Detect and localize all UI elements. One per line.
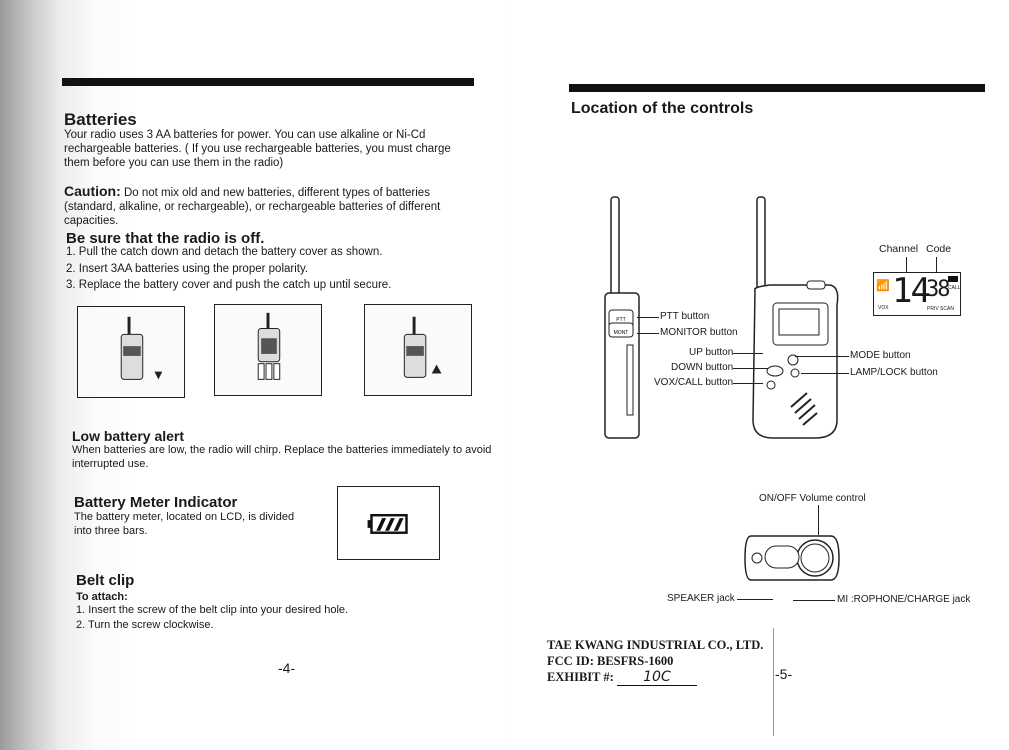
belt-clip-heading: Belt clip [76,572,135,589]
battery-meter-heading: Battery Meter Indicator [74,494,238,511]
page-edge-line [773,628,777,736]
lcd-channel: 14 [892,271,929,311]
replace-cover-illustration [364,304,472,396]
caution-text: Do not mix old and new batteries, different types of batteries (standard, alkaline, or rechargeable), or rechargeable batteries of different capacities. [64,187,441,227]
fcc-id: FCC ID: BESFRS-1600 [547,654,674,668]
caution-label: Caution: [64,183,121,199]
radio-top-view [743,532,843,584]
speaker-leader [737,599,773,600]
lcd-priv-scan: PRIV SCAN [927,306,954,312]
belt-clip-subtitle: To attach: [76,591,128,603]
batteries-heading: Batteries [64,110,137,129]
radio-off-step-3: 3. Replace the battery cover and push the catch up until secure. [66,279,392,291]
top-rule [62,78,474,86]
monitor-button-label: MONITOR button [660,327,738,338]
insert-batteries-illustration [214,304,322,396]
lcd-battery-icon [948,276,958,282]
down-button-label: DOWN button [671,362,734,373]
top-rule-right [569,84,985,92]
lcd-display [873,272,961,316]
radio-off-heading: Be sure that the radio is off. [66,230,265,247]
up-leader [733,353,763,354]
down-leader [733,368,768,369]
battery-meter-text: The battery meter, located on LCD, is divided into three bars. [74,511,295,537]
channel-label: Channel [879,243,919,255]
ptt-key-text: PTT [616,317,626,323]
page-number-right: -5- [775,666,793,682]
low-battery-heading: Low battery alert [72,428,185,444]
up-button-label: UP button [689,347,734,358]
exhibit-number: 10C [617,670,697,686]
monitor-leader [637,333,659,334]
on-off-volume-label: ON/OFF Volume control [759,493,866,504]
vox-call-button-label: VOX/CALL button [654,377,734,388]
battery-cover-illustration [77,306,185,398]
exhibit-label: EXHIBIT #: [547,670,614,684]
antenna-icon: 📶 [876,280,890,292]
battery-meter-box [337,486,440,560]
lamp-lock-button-label: LAMP/LOCK button [850,367,938,378]
ptt-leader [637,317,659,318]
low-battery-text: When batteries are low, the radio will chirp. Replace the batteries immediately to avoid interrupted use. [72,444,492,470]
mic-charge-jack-label: MI :ROPHONE/CHARGE jack [837,594,971,605]
page-number-left: -4- [278,660,296,676]
belt-clip-step-1: 1. Insert the screw of the belt clip into your desired hole. [76,604,349,616]
caution-block [64,184,478,228]
on-off-leader [818,505,819,535]
mode-button-label: MODE button [850,350,911,361]
lamp-lock-leader [801,373,849,374]
controls-heading: Location of the controls [571,100,754,117]
exhibit-line [547,670,697,686]
lcd-vox: VOX [878,305,889,311]
company-name: TAE KWANG INDUSTRIAL CO., LTD. [547,638,764,652]
mon-key-text: MONT [613,330,629,336]
batteries-text: Your radio uses 3 AA batteries for power. You can use alkaline or Ni-Cd rechargeable batteries. ( If you use rechargeable batteries, you must charge them before you can use them in the radio) [64,129,451,169]
belt-clip-step-2: 2. Turn the screw clockwise. [76,619,214,631]
speaker-jack-label: SPEAKER jack [667,593,735,604]
mode-leader [795,356,849,357]
radio-front-view [745,195,845,440]
lcd-code: 38 [926,277,949,302]
mic-leader [793,600,835,601]
radio-off-step-1: 1. Pull the catch down and detach the battery cover as shown. [66,246,383,258]
code-label: Code [926,243,952,255]
battery-icon [338,487,439,559]
radio-off-step-2: 2. Insert 3AA batteries using the proper polarity. [66,263,309,275]
ptt-button-label: PTT button [660,311,710,322]
right-page [505,0,1009,750]
lcd-call: CALL [948,285,961,291]
vox-call-leader [733,383,763,384]
